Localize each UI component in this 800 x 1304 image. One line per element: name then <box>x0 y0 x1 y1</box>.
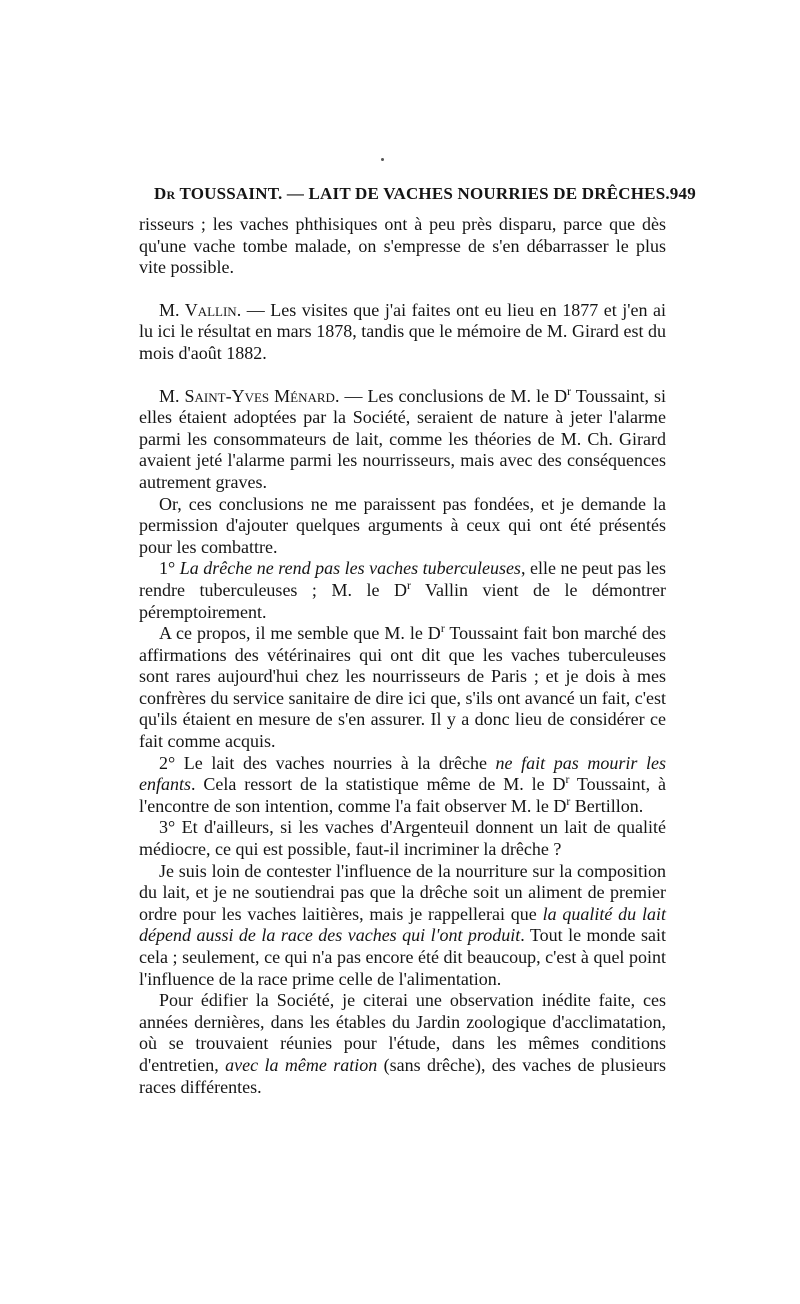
point-2-text-b: . Cela ressort de la statistique même de M. le D <box>191 774 566 795</box>
paragraph-vallin <box>139 300 666 365</box>
superscript: r <box>567 384 572 398</box>
superscript: r <box>565 773 570 787</box>
printing-speck <box>381 158 384 161</box>
paragraph-point-1 <box>139 558 666 623</box>
paragraph-menard <box>139 386 666 494</box>
paragraph-point-3: 3° Et d'ailleurs, si les vaches d'Argenteuil donnent un lait de qualité médiocre, ce qui est possible, faut-il incriminer la drêche ? <box>139 817 666 860</box>
body-text <box>139 214 666 1098</box>
point-2-text-a: 2° Le lait des vaches nourries à la drêche <box>159 752 496 773</box>
composition-text-a: Je suis loin de contester l'influence de la nourriture sur la composition du lait, et je ne soutiendrai pas que la drêche soit un aliment de premier ordre pour les vaches laitières, mais je rappellerai que <box>139 860 666 924</box>
paragraph-conclusions: Or, ces conclusions ne me paraissent pas fondées, et je demande la permission d'ajouter quelques arguments à ceux qui ont été présentés pour les combattre. <box>139 493 666 557</box>
page-number: 949 <box>669 184 696 203</box>
header-title: Dr TOUSSAINT. — LAIT DE VACHES NOURRIES DE DRÊCHES. <box>154 184 670 203</box>
speaker-menard: M. Saint-Yves Ménard. <box>159 385 340 406</box>
composition-text-b: . Tout le monde sait cela ; seulement, ce qui n'a pas encore été dit beaucoup, c'est à quel point l'influence de la race prime celle de l'alimentation. <box>139 925 666 989</box>
observation-text-b: (sans drêche), des vaches de plusieurs races différentes. <box>139 1054 667 1097</box>
point-1-text-b: Vallin vient de le démontrer péremptoirement. <box>139 579 666 622</box>
paragraph-composition <box>139 861 666 991</box>
menard-text-a: — Les conclusions de M. le D <box>339 385 568 406</box>
composition-italic: la qualité du lait dépend aussi de la race des vaches qui l'ont produit <box>139 903 666 946</box>
point-1-text-a: , elle ne peut pas les rendre tuberculeuses ; M. le D <box>139 558 667 600</box>
paragraph-a-ce-propos <box>139 623 666 753</box>
point-1-number: 1° <box>159 558 180 579</box>
vallin-text: — Les visites que j'ai faites ont eu lieu en 1877 et j'en ai lu ici le résultat en mars 1878, tandis que le mémoire de M. Girard est du mois d'août 1882. <box>139 299 666 363</box>
superscript: r <box>406 578 411 592</box>
propos-text-a: A ce propos, il me semble que M. le D <box>159 623 441 644</box>
paragraph-observation <box>139 990 666 1098</box>
running-header <box>154 184 696 204</box>
paragraph-continuation: risseurs ; les vaches phthisiques ont à peu près disparu, parce que dès qu'une vache tombe malade, on s'empresse de s'en débarrasser le plus vite possible. <box>139 214 666 278</box>
observation-italic: avec la même ration <box>225 1054 378 1075</box>
superscript: r <box>566 794 571 808</box>
superscript: r <box>440 622 445 636</box>
point-2-text-c: Toussaint, à l'encontre de son intention, comme l'a fait observer M. le D <box>139 774 666 816</box>
point-1-italic: La drêche ne rend pas les vaches tuberculeuses <box>179 558 521 579</box>
observation-text-a: Pour édifier la Société, je citerai une observation inédite faite, ces années dernières, dans les étables du Jardin zoologique d'acclimatation, où se trouvaient réunies pour l'étude, dans les mêmes conditions d'entretien, <box>139 990 666 1075</box>
speaker-vallin: M. Vallin. <box>159 299 242 320</box>
point-2-text-d: Bertillon. <box>570 795 644 816</box>
propos-text-b: Toussaint fait bon marché des affirmations des vétérinaires qui ont dit que les vaches tuberculeuses sont rares aujourd'hui chez les nourrisseurs de Paris ; et je dois à mes confrères du service sanitaire de dire ici que, s'ils ont avancé un fait, c'est qu'ils étaient en mesure de s'en assurer. Il y a donc lieu de considérer ce fait comme acquis. <box>139 623 666 752</box>
point-2-italic: ne fait pas mourir les enfants <box>139 752 666 795</box>
paragraph-point-2 <box>139 753 666 818</box>
menard-text-b: Toussaint, si elles étaient adoptées par la Société, seraient de nature à jeter l'alarme parmi les consommateurs de lait, comme les théories de M. Ch. Girard avaient jeté l'alarme parmi les nourrisseurs, mais avec des conséquences autrement graves. <box>139 385 666 492</box>
